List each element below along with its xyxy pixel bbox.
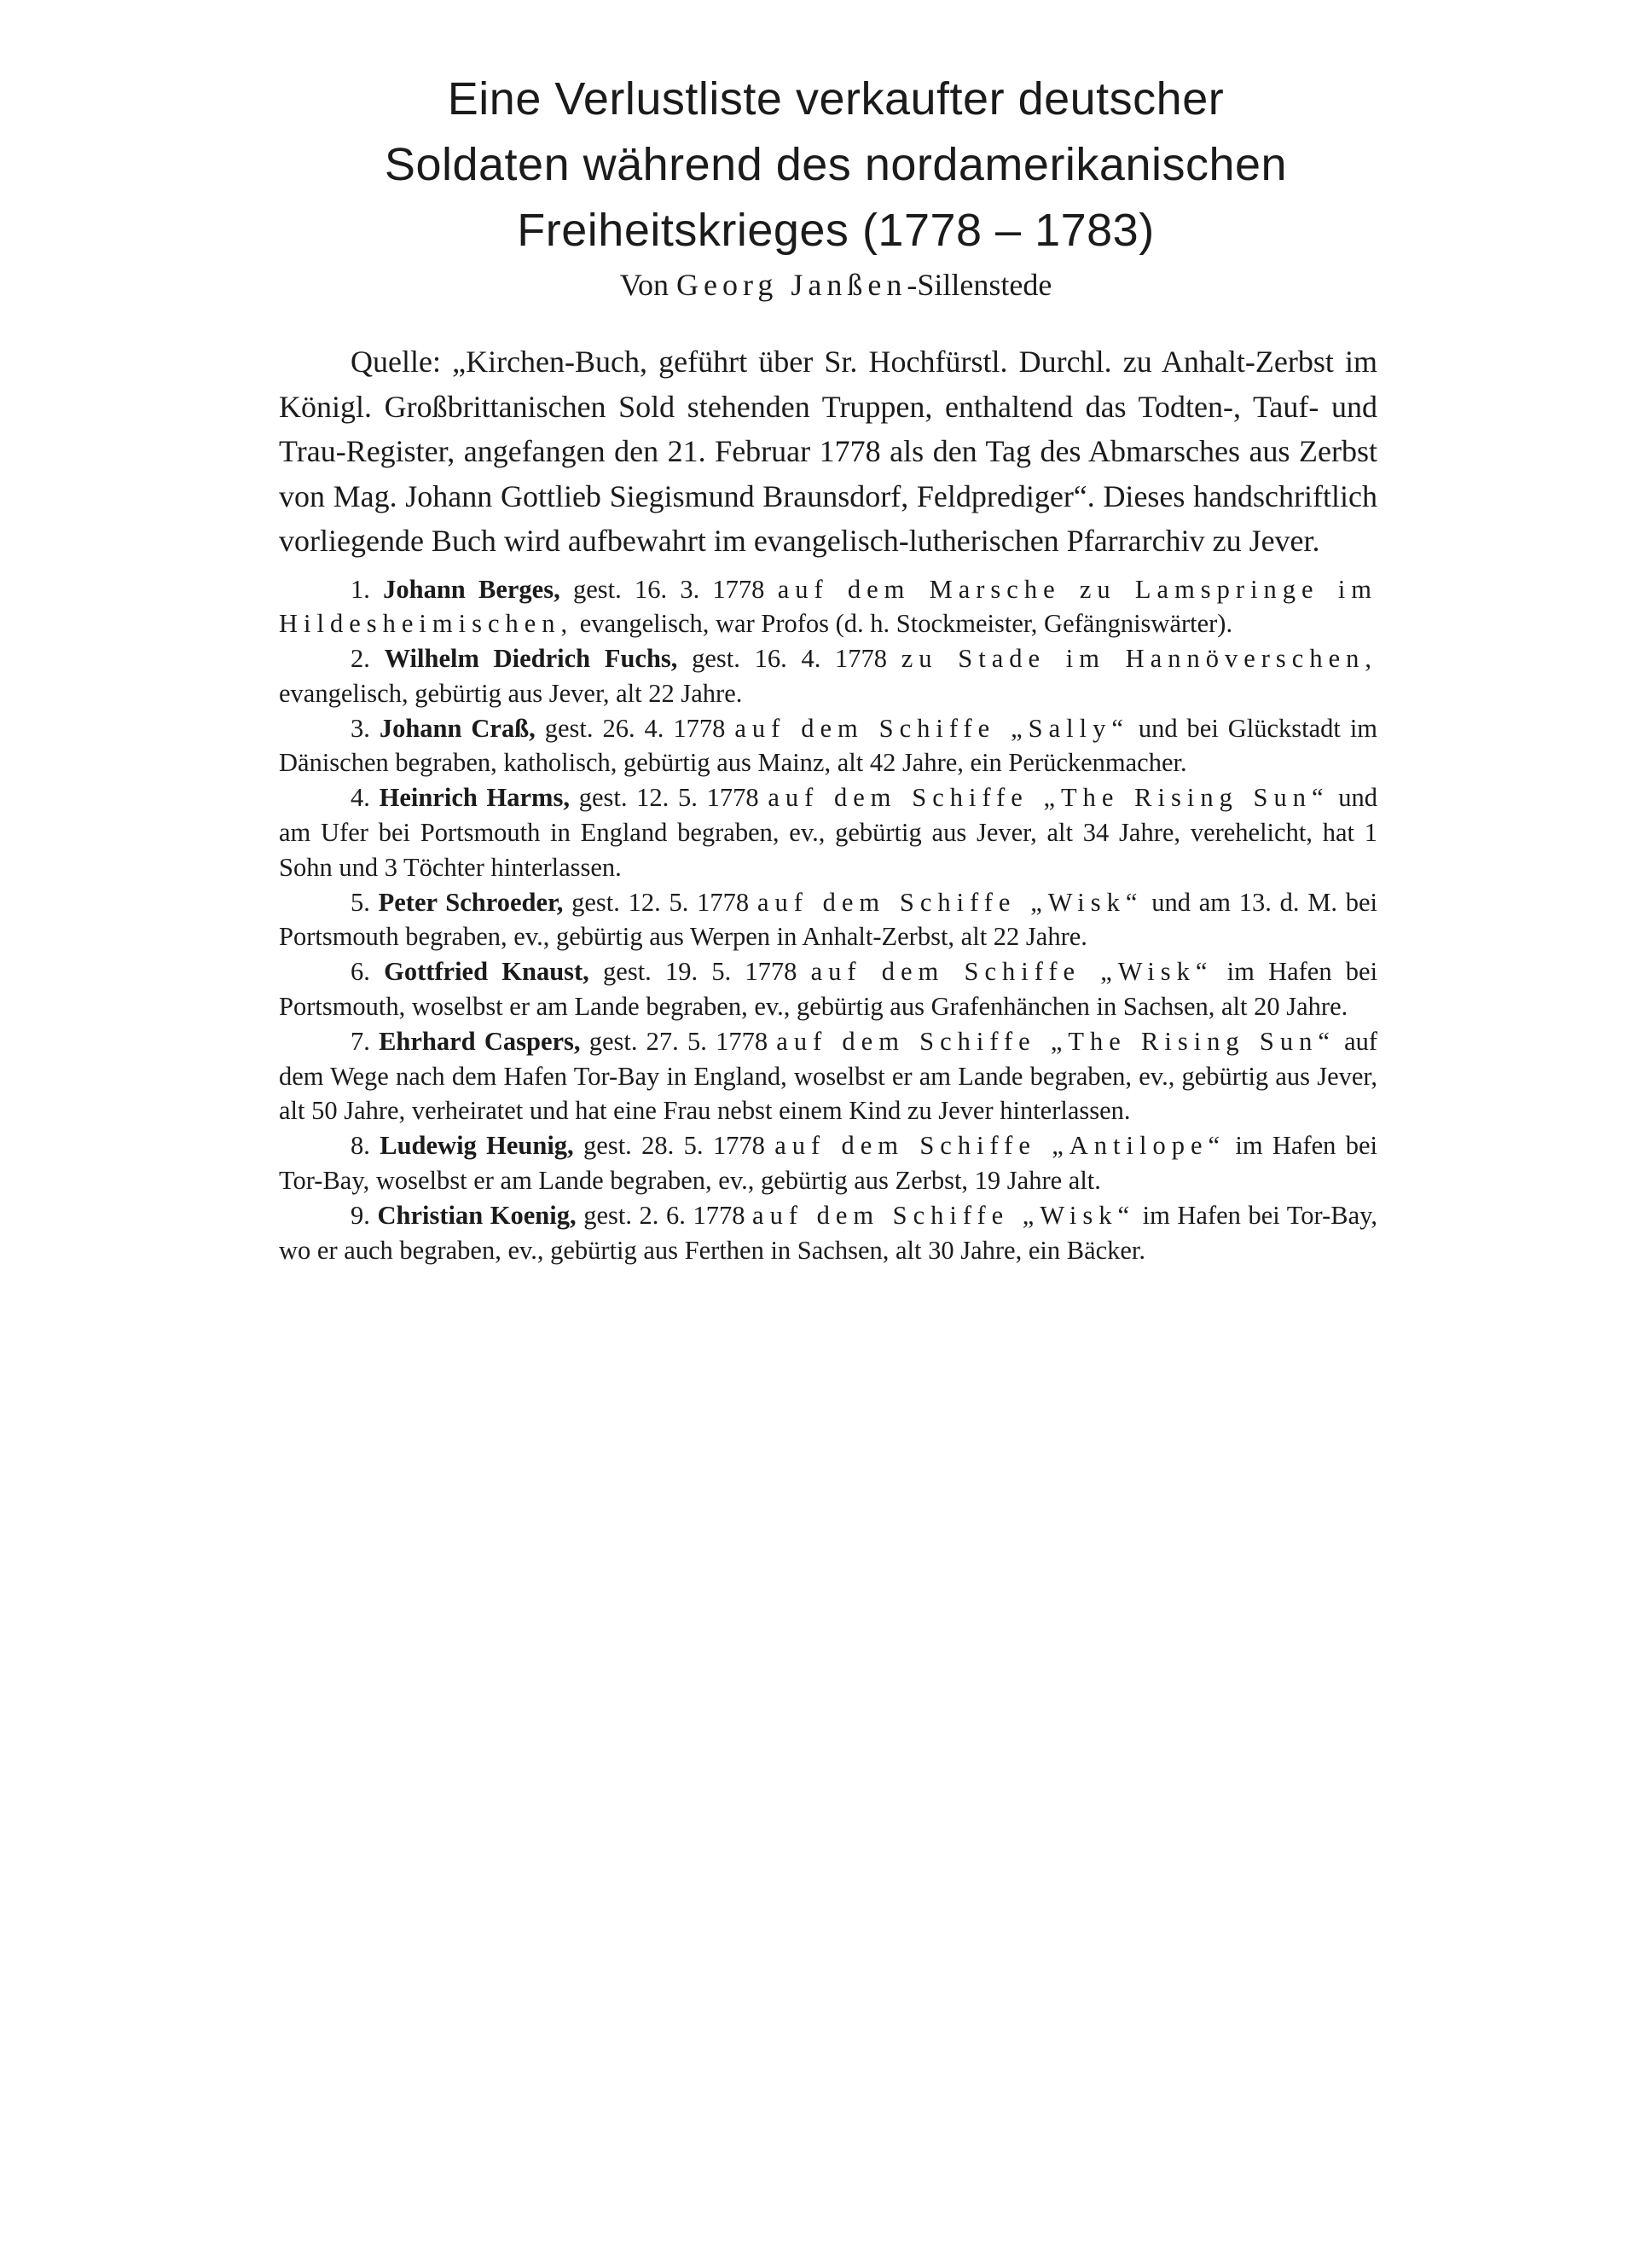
soldier-name: Christian Koenig, — [377, 1200, 577, 1230]
soldier-name: Gottfried Knaust, — [384, 957, 589, 987]
entry-number: 5. — [351, 887, 370, 917]
soldier-name: Ludewig Heunig, — [380, 1131, 574, 1161]
title-line-3: Freiheitskrieges (1778 – 1783) — [517, 205, 1155, 256]
article-body — [279, 339, 1377, 1267]
death-date: gest. 16. 3. 1778 — [572, 574, 765, 604]
entry-details: im Hafen bei Tor-Bay, woselbst er am Lande begraben, ev., gebürtig aus Zerbst, 19 Jahre alt. — [279, 1131, 1378, 1196]
author-name: Georg Janßen — [676, 268, 907, 302]
death-date: gest. 12. 5. 1778 — [571, 887, 750, 917]
death-date: gest. 2. 6. 1778 — [583, 1200, 745, 1230]
soldier-name: Johann Craß, — [379, 713, 536, 743]
death-place: auf dem Schiffe „Wisk“ — [752, 1200, 1136, 1230]
entry-number: 4. — [351, 783, 370, 813]
casualty-entry — [279, 1128, 1377, 1198]
author-prefix: Von — [619, 268, 669, 302]
death-place: auf dem Schiffe „The Rising Sun“ — [768, 783, 1330, 813]
soldier-name: Wilhelm Diedrich Fuchs, — [384, 644, 678, 674]
entry-number: 8. — [351, 1131, 370, 1161]
death-date: gest. 26. 4. 1778 — [544, 713, 726, 743]
title-line-1: Eine Verlustliste verkaufter deutscher — [447, 73, 1225, 125]
casualty-entry — [279, 780, 1377, 884]
casualty-entry — [279, 711, 1377, 781]
death-date: gest. 19. 5. 1778 — [603, 957, 797, 987]
entry-details: im Hafen bei Tor-Bay, wo er auch begraben, ev., gebürtig aus Ferthen in Sachsen, alt 30 Jahre, ein Bäcker. — [279, 1200, 1378, 1265]
death-place: auf dem Schiffe „Antilope“ — [774, 1131, 1226, 1161]
article-title — [281, 67, 1390, 264]
entry-number: 9. — [351, 1200, 370, 1230]
entry-number: 1. — [351, 574, 370, 604]
death-place: auf dem Schiffe „Wisk“ — [756, 887, 1144, 917]
entry-number: 2. — [351, 644, 370, 674]
death-place: zu Stade im Hannöverschen, — [901, 644, 1377, 674]
soldier-name: Ehrhard Caspers, — [379, 1026, 581, 1056]
entry-details: und am 13. d. M. bei Portsmouth begraben, ev., gebürtig aus Werpen in Anhalt-Zerbst, alt 22 Jahre. — [279, 887, 1378, 952]
death-date: gest. 16. 4. 1778 — [692, 644, 888, 674]
soldier-name: Heinrich Harms, — [379, 783, 570, 813]
death-place: auf dem Schiffe „Wisk“ — [810, 957, 1214, 987]
casualty-entry — [279, 641, 1377, 711]
entry-details: evangelisch, gebürtig aus Jever, alt 22 Jahre. — [279, 678, 743, 708]
entry-details: im Hafen bei Portsmouth, woselbst er am Lande begraben, ev., gebürtig aus Grafenhänchen in Sachsen, alt 20 Jahre. — [279, 957, 1378, 1022]
soldier-name: Peter Schroeder, — [378, 887, 564, 917]
entry-details: und am Ufer bei Portsmouth in England begraben, ev., gebürtig aus Jever, alt 34 Jahre, verehelicht, hat 1 Sohn und 3 Töchter hinterlassen. — [279, 783, 1378, 882]
casualty-entry — [279, 954, 1377, 1024]
entry-number: 7. — [351, 1026, 370, 1056]
death-place: auf dem Schiffe „Sally“ — [734, 713, 1129, 743]
death-date: gest. 27. 5. 1778 — [588, 1026, 768, 1056]
death-date: gest. 28. 5. 1778 — [583, 1131, 765, 1161]
entry-details: evangelisch, war Profos (d. h. Stockmeister, Gefängniswärter). — [579, 609, 1233, 639]
author-suffix: -Sillenstede — [907, 268, 1052, 302]
entry-details: auf dem Wege nach dem Hafen Tor-Bay in England, woselbst er am Lande begraben, ev., gebürtig aus Jever, alt 50 Jahre, verheiratet und hat eine Frau nebst einem Kind zu Jever hinterlassen. — [279, 1026, 1378, 1126]
casualty-entry — [279, 1024, 1377, 1128]
soldier-name: Johann Berges, — [383, 574, 560, 604]
death-place: auf dem Marsche zu Lamspringe im Hildesheimischen, — [279, 574, 1378, 639]
entry-number: 3. — [351, 713, 370, 743]
author-line — [281, 266, 1390, 304]
title-line-2: Soldaten während des nordamerikanischen — [384, 139, 1288, 190]
source-paragraph: Quelle: „Kirchen-Buch, geführt über Sr. Hochfürstl. Durchl. zu Anhalt-Zerbst im Königl. Großbrittanischen Sold stehenden Truppen, enthaltend das Todten-, Tauf- und Trau-Register, angefangen den 21. Februar 1778 als den Tag des Abmarsches aus Zerbst von Mag. Johann Gottlieb Siegismund Braunsdorf, Feldprediger“. Dieses handschriftlich vorliegende Buch wird aufbewahrt im evangelisch-lutherischen Pfarrarchiv zu Jever. — [279, 345, 1377, 558]
casualty-entry — [279, 885, 1377, 955]
death-date: gest. 12. 5. 1778 — [578, 783, 759, 813]
casualty-entry — [279, 1198, 1377, 1268]
entry-number: 6. — [351, 957, 370, 987]
entry-details: und bei Glückstadt im Dänischen begraben, katholisch, gebürtig aus Mainz, alt 42 Jahre, ein Perückenmacher. — [279, 713, 1378, 778]
casualty-entry — [279, 572, 1377, 642]
death-place: auf dem Schiffe „The Rising Sun“ — [776, 1026, 1336, 1056]
